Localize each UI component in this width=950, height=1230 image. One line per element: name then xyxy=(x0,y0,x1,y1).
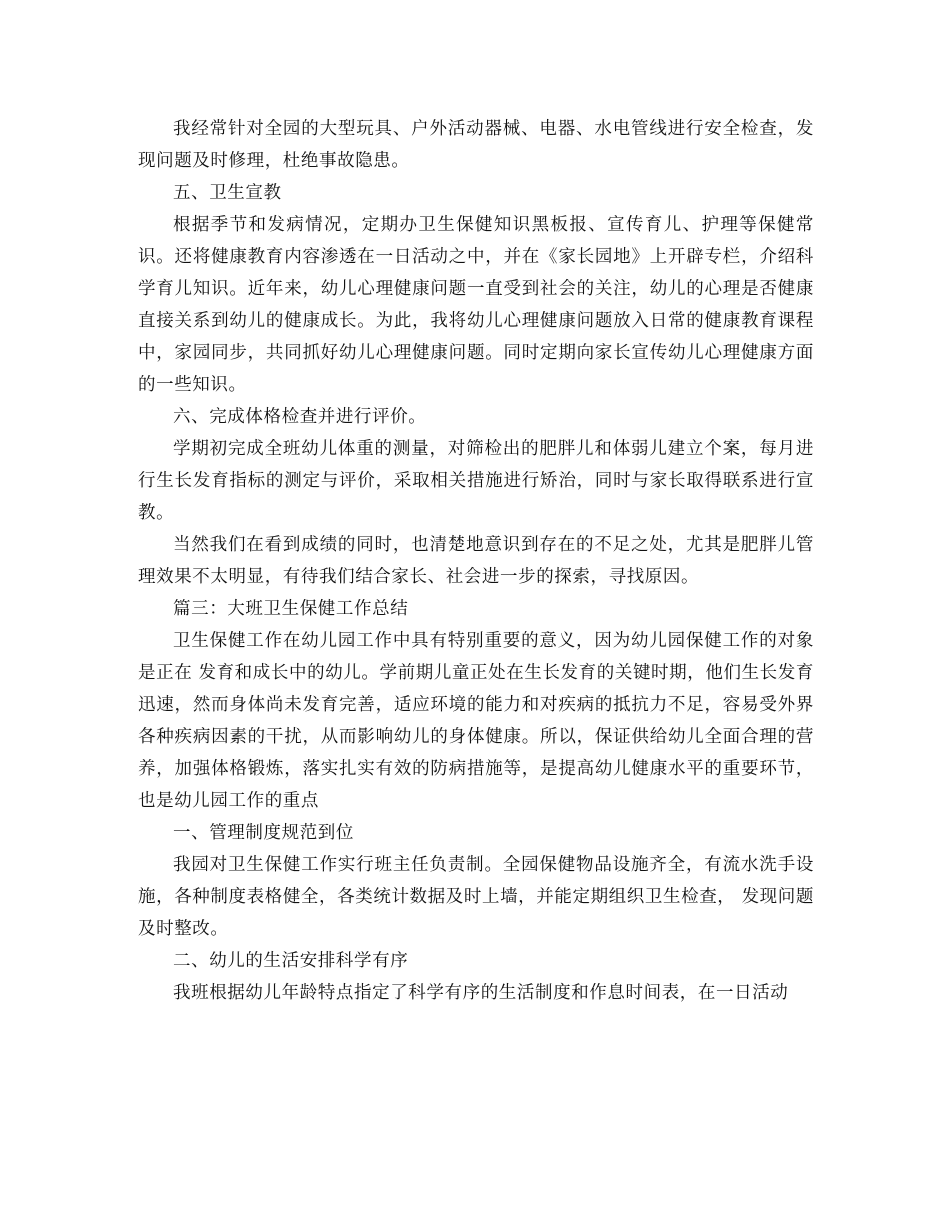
paragraph-health-importance: 卫生保健工作在幼儿园工作中具有特别重要的意义，因为幼儿园保健工作的对象是正在 发育和成长中的幼儿。学前期儿童正处在生长发育的关键时期，他们生长发育迅速，然而身体尚未发育完善，适应环境的能力和对疾病的抵抗力不足，容易受外界各种疾病因素的干扰，从而影响幼儿的身体健康。所以，保证供给幼儿全面合理的营养，加强体格锻炼，落实扎实有效的防病措施等，是提高幼儿健康水平的重要环节，也是幼儿园工作的重点 xyxy=(138,631,814,811)
section-heading-daily-schedule: 二、幼儿的生活安排科学有序 xyxy=(173,951,409,971)
paragraph-physical-exam: 学期初完成全班幼儿体重的测量，对筛检出的肥胖儿和体弱儿建立个案，每月进行生长发育指标的测定与评价，采取相关措施进行矫治，同时与家长取得联系进行宣教。 xyxy=(138,439,814,523)
paragraph-hygiene-education: 根据季节和发病情况，定期办卫生保健知识黑板报、宣传育儿、护理等保健常识。还将健康教育内容渗透在一日活动之中，并在《家长园地》上开辟专栏，介绍科学育儿知识。近年来，幼儿心理健康问题一直受到社会的关注，幼儿的心理是否健康直接关系到幼儿的健康成长。为此，我将幼儿心理健康问题放入日常的健康教育课程中，家园同步，共同抓好幼儿心理健康问题。同时定期向家长宣传幼儿心理健康方面的一些知识。 xyxy=(138,215,814,395)
section-heading-physical-exam: 六、完成体格检查并进行评价。 xyxy=(173,407,427,427)
paragraph-management: 我园对卫生保健工作实行班主任负责制。全园保健物品设施齐全，有流水洗手设施，各种制度表格健全，各类统计数据及时上墙，并能定期组织卫生检查， 发现问题及时整改。 xyxy=(138,855,814,939)
document-body xyxy=(138,113,814,1009)
paragraph-daily-schedule: 我班根据幼儿年龄特点指定了科学有序的生活制度和作息时间表，在一日活动 xyxy=(173,983,789,1003)
section-heading-hygiene-education: 五、卫生宣教 xyxy=(173,183,282,203)
article-title-part-three: 篇三：大班卫生保健工作总结 xyxy=(173,599,409,619)
paragraph-shortcomings: 当然我们在看到成绩的同时，也清楚地意识到存在的不足之处，尤其是肥胖儿管理效果不太明显，有待我们结合家长、社会进一步的探索，寻找原因。 xyxy=(138,535,814,587)
paragraph-safety-check: 我经常针对全园的大型玩具、户外活动器械、电器、水电管线进行安全检查，发现问题及时修理，杜绝事故隐患。 xyxy=(138,119,814,171)
section-heading-management: 一、管理制度规范到位 xyxy=(173,823,354,843)
